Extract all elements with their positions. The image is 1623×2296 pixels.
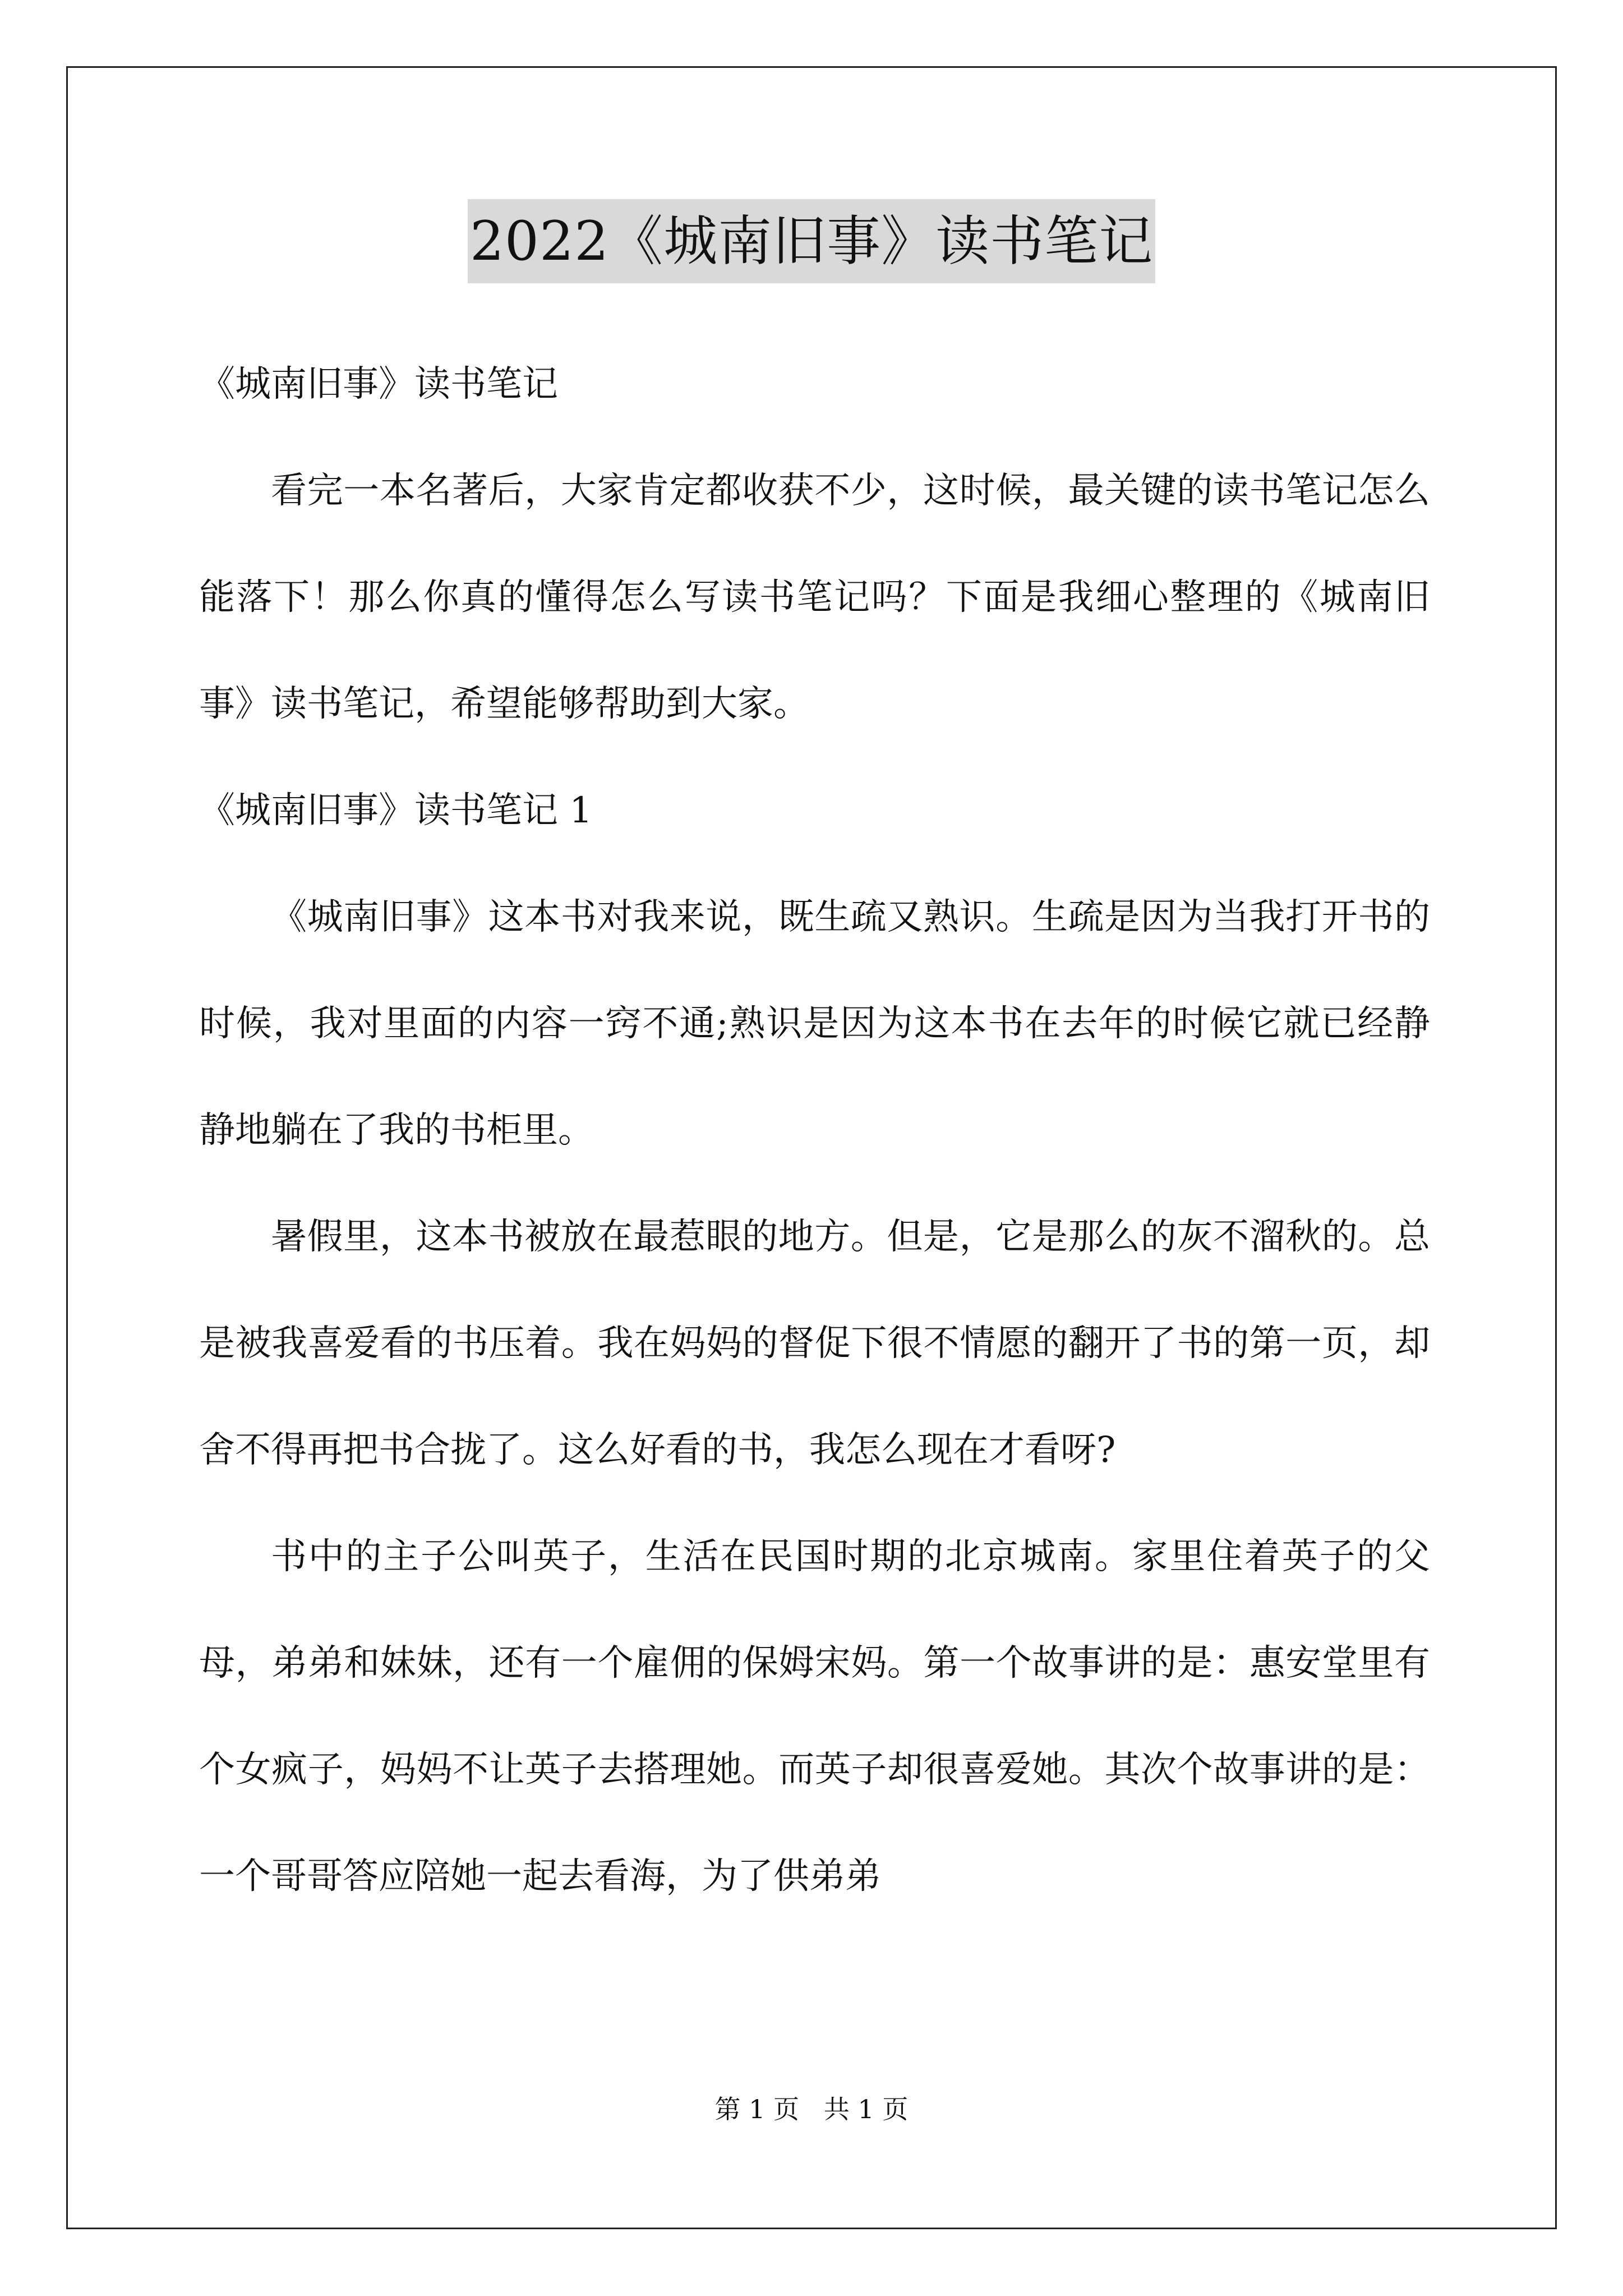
title-container xyxy=(0,199,1623,283)
section-heading: 《城南旧事》读书笔记 1 xyxy=(199,790,593,831)
document-body xyxy=(199,331,1430,1930)
intro-paragraph: 看完一本名著后，大家肯定都收获不少，这时候，最关键的读书笔记怎么能落下！那么你真的懂得怎么写读书笔记吗？下面是我细心整理的《城南旧事》读书笔记，希望能够帮助到大家。 xyxy=(199,470,1430,725)
document-subtitle: 《城南旧事》读书笔记 xyxy=(199,364,558,405)
body-paragraph: 暑假里，这本书被放在最惹眼的地方。但是，它是那么的灰不溜秋的。总是被我喜爱看的书压着。我在妈妈的督促下很不情愿的翻开了书的第一页，却舍不得再把书合拢了。这么好看的书，我怎么现在才看呀? xyxy=(199,1216,1430,1471)
body-paragraph: 《城南旧事》这本书对我来说，既生疏又熟识。生疏是因为当我打开书的时候，我对里面的内容一窍不通;熟识是因为这本书在去年的时候它就已经静静地躺在了我的书柜里。 xyxy=(199,896,1430,1151)
page-number: 第 1 页 共 1 页 xyxy=(714,2094,909,2124)
document-title: 2022《城南旧事》读书笔记 xyxy=(468,199,1155,283)
body-paragraph: 书中的主子公叫英子，生活在民国时期的北京城南。家里住着英子的父母，弟弟和妹妹，还有一个雇佣的保姆宋妈。第一个故事讲的是：惠安堂里有个女疯子，妈妈不让英子去搭理她。而英子却很喜爱她。其次个故事讲的是：一个哥哥答应陪她一起去看海，为了供弟弟 xyxy=(199,1536,1430,1897)
page-footer xyxy=(0,2092,1623,2126)
